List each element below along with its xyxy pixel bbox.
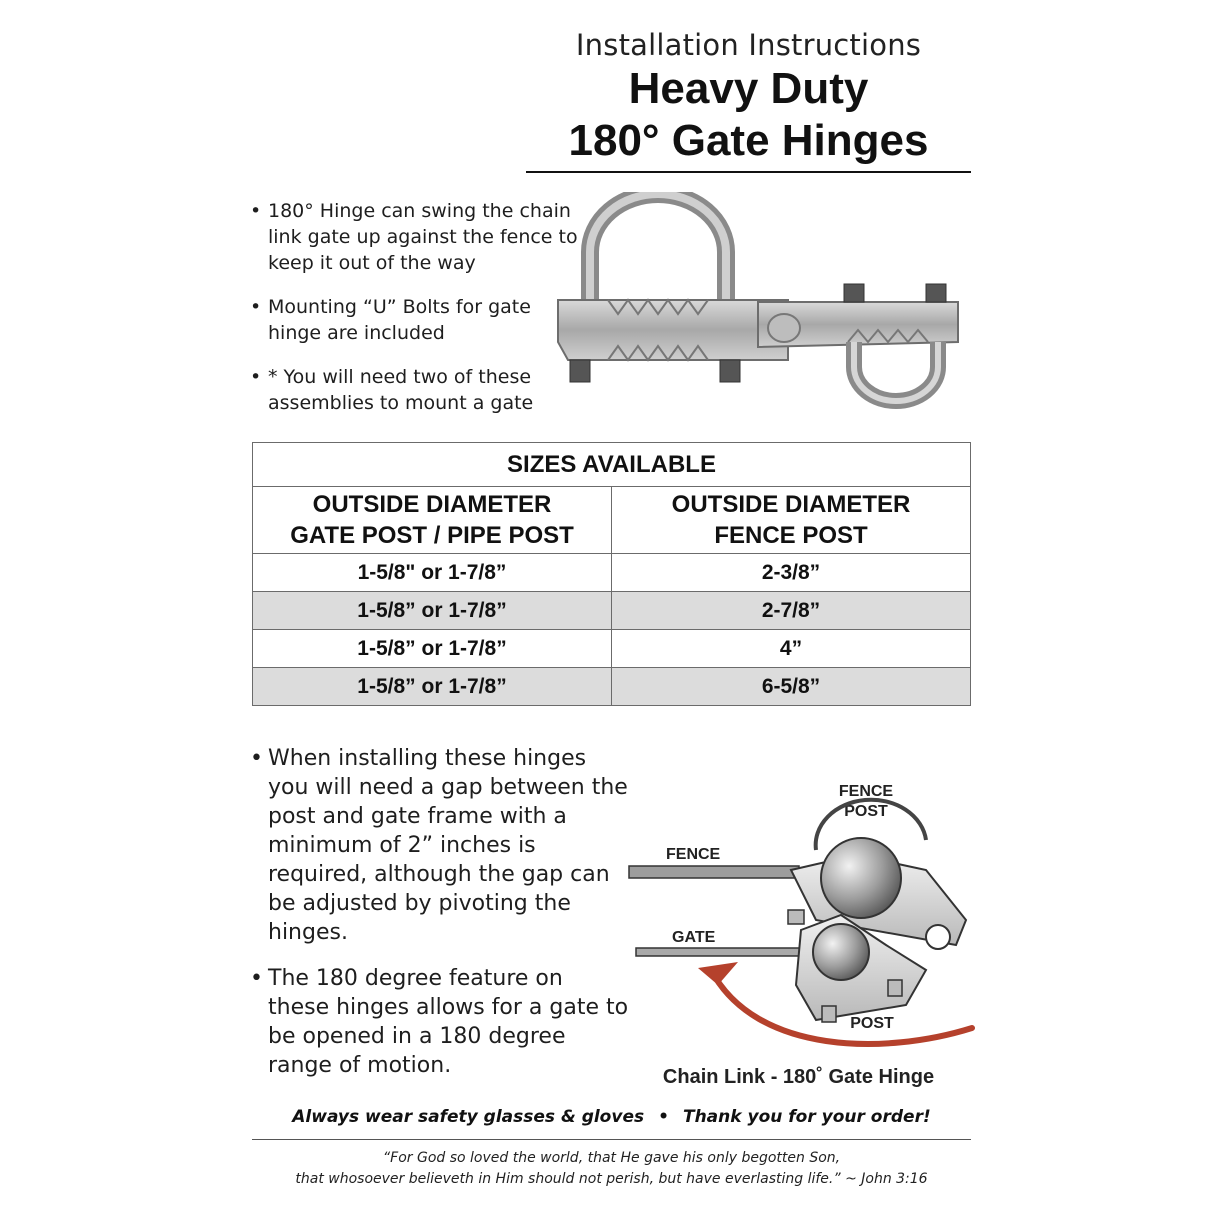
diagram-caption: Chain Link - 180˚ Gate Hinge <box>662 1066 935 1088</box>
fence-post-header-line1: OUTSIDE DIAMETER <box>671 491 911 518</box>
gate-post-size-cell: 1-5/8” or 1-7/8” <box>253 668 612 706</box>
top-bullet-2-text: Mounting “U” Bolts for gate hinge are included <box>268 296 531 344</box>
gate-post-label-line2: POST <box>850 1015 894 1032</box>
sizes-table-caption: SIZES AVAILABLE <box>253 443 971 487</box>
fence-label: FENCE <box>666 846 721 863</box>
gate-post-header-line1: OUTSIDE DIAMETER <box>312 491 552 518</box>
safety-line <box>252 1107 971 1127</box>
bottom-bullet-list <box>250 744 630 1097</box>
verse-line2: that whosoever believeth in Him should not perish, but have everlasting life.” ~ John 3:16 <box>295 1171 928 1187</box>
top-bullet-list <box>250 198 590 434</box>
fence-post-label-line2: POST <box>844 803 888 820</box>
fence-post-circle <box>821 838 901 918</box>
table-row <box>253 630 971 668</box>
hinge-product-photo <box>548 192 973 412</box>
bottom-bullet-1-text: When installing these hinges you will need a gap between the post and gate frame with a minimum of 2” inches is required, although the gap can be adjusted by pivoting the hinges. <box>268 746 628 945</box>
footer-separator: • <box>658 1107 669 1127</box>
verse-line1: “For God so loved the world, that He gave his only begotten Son, <box>382 1150 841 1166</box>
header-rule <box>526 171 971 173</box>
bottom-bullet-2: • The 180 degree feature on these hinges allows for a gate to be opened in a 180 degree range of motion. <box>250 966 629 1078</box>
header <box>526 28 971 166</box>
table-row <box>253 554 971 592</box>
gate-post-size-cell: 1-5/8" or 1-7/8” <box>253 554 612 592</box>
fence-post-column-header <box>612 487 971 554</box>
footer-rule <box>252 1139 971 1140</box>
fence-post-size-cell: 6-5/8” <box>612 668 971 706</box>
hinge-installation-diagram <box>626 770 976 1065</box>
gate-label: GATE <box>672 929 716 946</box>
table-row <box>253 592 971 630</box>
top-bullet-3-text: * You will need two of these assemblies to mount a gate <box>268 366 534 414</box>
top-bullet-1: • 180° Hinge can swing the chain link gate up against the fence to keep it out of the way <box>250 200 578 274</box>
fence-rail <box>629 866 799 878</box>
fence-post-size-cell: 2-3/8” <box>612 554 971 592</box>
arrow-head-icon <box>698 962 738 985</box>
header-subtitle: Installation Instructions <box>575 28 922 62</box>
safety-text: Always wear safety glasses & gloves <box>292 1107 645 1127</box>
fence-post-size-cell: 4” <box>612 630 971 668</box>
fence-post-size-cell: 2-7/8” <box>612 592 971 630</box>
gate-post-column-header <box>253 487 612 554</box>
fence-post-header-line2: FENCE POST <box>714 522 868 549</box>
top-bullet-3: • * You will need two of these assemblies to mount a gate <box>250 366 534 414</box>
table-row <box>253 668 971 706</box>
gate-post-size-cell: 1-5/8” or 1-7/8” <box>253 630 612 668</box>
header-title-line2: 180° Gate Hinges <box>568 116 929 165</box>
bottom-bullet-1: • When installing these hinges you will need a gap between the post and gate frame with a minimum of 2” inches is required, although the gap can be adjusted by pivoting the hinges. <box>250 746 628 945</box>
gate-post-header-line2: GATE POST / PIPE POST <box>290 522 574 549</box>
top-bullet-2: • Mounting “U” Bolts for gate hinge are included <box>250 296 531 344</box>
fence-post-label-line1: FENCE <box>838 783 894 800</box>
gate-rail <box>636 948 821 956</box>
gate-post-size-cell: 1-5/8” or 1-7/8” <box>253 592 612 630</box>
thanks-text: Thank you for your order! <box>682 1107 931 1127</box>
bible-verse <box>252 1148 971 1190</box>
sizes-table <box>252 442 971 706</box>
gate-post-circle <box>813 924 869 980</box>
top-bullet-1-text: 180° Hinge can swing the chain link gate up against the fence to keep it out of the way <box>268 200 578 274</box>
bottom-bullet-2-text: The 180 degree feature on these hinges allows for a gate to be opened in a 180 degree range of motion. <box>268 966 629 1078</box>
header-title-line1: Heavy Duty <box>628 64 869 113</box>
